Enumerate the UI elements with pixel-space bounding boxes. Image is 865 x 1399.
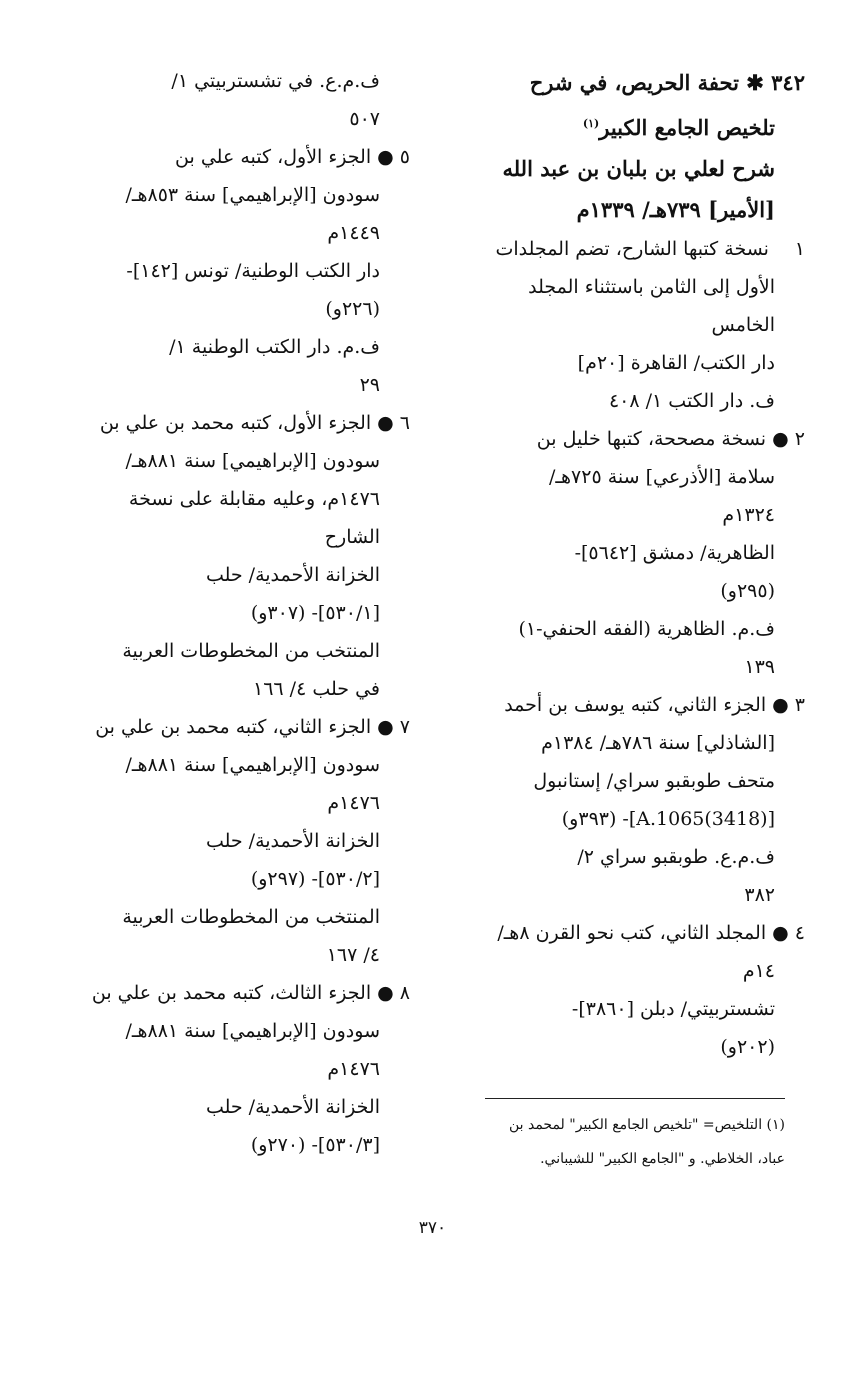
entry-text: سلامة [الأذرعي] سنة ٧٢٥هـ/ <box>549 466 775 488</box>
entry-text: دار الكتب/ القاهرة [٢٠م] <box>577 352 775 374</box>
entry-text: الجزء الأول، كتبه محمد بن علي بن <box>99 412 372 434</box>
entry-text: المنتخب من المخطوطات العربية <box>122 906 380 928</box>
left-column <box>70 62 410 1164</box>
entry-text: نسخة مصححة، كتبها خليل بن <box>536 428 767 450</box>
page-number: ٣٧٠ <box>418 1218 447 1238</box>
entry-text: ١٤٧٦م <box>327 792 380 814</box>
entry-author-line: شرح لعلي بن بلبان بن عبد الله <box>502 156 775 181</box>
entry-text: [٥٣٠/٣]- (٢٧٠و) <box>250 1134 380 1156</box>
manuscript-entry-4 <box>455 914 805 1066</box>
entry-number: ١ <box>794 238 805 260</box>
manuscript-entry-6 <box>70 404 410 708</box>
entry-number: ٨ ● <box>377 982 410 1004</box>
entry-text: متحف طوبقبو سراي/ إستانبول <box>533 770 775 792</box>
footnote-line: (١) التلخيص= "تلخيص الجامع الكبير" لمحمد بن <box>508 1117 785 1133</box>
entry-text: في حلب ٤/ ١٦٦ <box>253 678 380 700</box>
entry-text: ١٤٧٦م، وعليه مقابلة على نسخة <box>128 488 380 510</box>
entry-text: الجزء الثالث، كتبه محمد بن علي بن <box>91 982 372 1004</box>
entry-text: ١٤م <box>742 960 775 982</box>
right-column <box>455 62 805 1066</box>
entry-text: المنتخب من المخطوطات العربية <box>122 640 380 662</box>
manuscript-entry-2 <box>455 420 805 686</box>
entry-text: ١٤٤٩م <box>327 222 380 244</box>
entry-text: ف.م. الظاهرية (الفقه الحنفي-١) <box>518 618 775 640</box>
entry-text: تشستربيتي/ دبلن [٣٨٦٠]- <box>571 998 775 1020</box>
entry-text: ف.م. دار الكتب الوطنية ١/ <box>169 336 380 358</box>
entry-text: ١٤٧٦م <box>327 1058 380 1080</box>
entry-text: [٥٣٠/١]- (٣٠٧و) <box>250 602 380 624</box>
entry-title-text: تلخيص الجامع الكبير <box>599 115 775 140</box>
entry-title-line-2 <box>455 103 805 148</box>
entry-text: الخامس <box>711 314 775 336</box>
entry-number: ٣ ● <box>772 694 805 716</box>
entry-text: سودون [الإبراهيمي] سنة ٨٨١هـ/ <box>125 1020 380 1042</box>
footnote-reference: (١) <box>582 117 600 130</box>
entry-text: الخزانة الأحمدية/ حلب <box>205 830 380 852</box>
entry-text: (٢٢٦و) <box>325 298 380 320</box>
entry-number: ٥ ● <box>377 146 410 168</box>
entry-text: الخزانة الأحمدية/ حلب <box>205 564 380 586</box>
entry-text: ٤/ ١٦٧ <box>326 944 380 966</box>
footnote-line: عباد، الخلاطي. و "الجامع الكبير" للشيباني. <box>540 1151 785 1167</box>
entry-text: دار الكتب الوطنية/ تونس [١٤٢]- <box>126 260 380 282</box>
entry-text: الشارح <box>324 526 380 548</box>
entry-text: [٥٣٠/٢]- (٢٩٧و) <box>250 868 380 890</box>
entry-text: (٢٠٢و) <box>720 1036 775 1058</box>
entry-text: سودون [الإبراهيمي] سنة ٨٨١هـ/ <box>125 450 380 472</box>
entry-text: ٣٨٢ <box>744 884 775 906</box>
entry-text: سودون [الإبراهيمي] سنة ٨٨١هـ/ <box>125 754 380 776</box>
entry-text: ف.م.ع. طوبقبو سراي ٢/ <box>577 846 775 868</box>
entry-text: سودون [الإبراهيمي] سنة ٨٥٣هـ/ <box>125 184 380 206</box>
entry-author-dates: [الأمير] ٧٣٩هـ/ ١٣٣٩م <box>576 197 775 222</box>
continued-text: ٥٠٧ <box>349 108 380 130</box>
continued-text: ف.م.ع. في تشستربيتي ١/ <box>171 70 380 92</box>
footnote-divider <box>485 1098 785 1099</box>
entry-text: الجزء الثاني، كتبه محمد بن علي بن <box>95 716 372 738</box>
manuscript-entry-5 <box>70 138 410 404</box>
entry-text: ف. دار الكتب ١/ ٤٠٨ <box>608 390 775 412</box>
entry-text: (٢٩٥و) <box>720 580 775 602</box>
manuscript-entry-7 <box>70 708 410 974</box>
entry-text: ٢٩ <box>359 374 380 396</box>
entry-number: ٧ ● <box>377 716 410 738</box>
manuscript-entry-1 <box>455 230 805 420</box>
manuscript-entry-3 <box>455 686 805 914</box>
entry-text: الأول إلى الثامن باستثناء المجلد <box>528 276 775 298</box>
manuscript-entry-8 <box>70 974 410 1164</box>
entry-number: ٤ ● <box>772 922 805 944</box>
entry-text: [الشاذلي] سنة ٧٨٦هـ/ ١٣٨٤م <box>541 732 775 754</box>
entry-number: ٦ ● <box>377 412 410 434</box>
entry-text: الجزء الأول، كتبه علي بن <box>175 146 372 168</box>
entry-text: الخزانة الأحمدية/ حلب <box>205 1096 380 1118</box>
entry-text: الجزء الثاني، كتبه يوسف بن أحمد <box>504 694 767 716</box>
entry-text: نسخة كتبها الشارح، تضم المجلدات <box>495 238 769 260</box>
entry-title-line-1: ٣٤٢ ✱ تحفة الحريص، في شرح <box>529 70 805 95</box>
entry-text: المجلد الثاني، كتب نحو القرن ٨هـ/ <box>497 922 767 944</box>
footnotes <box>435 1108 785 1176</box>
entry-text: [A.1065(3418)]- (٣٩٣و) <box>561 808 775 830</box>
entry-text: الظاهرية/ دمشق [٥٦٤٢]- <box>574 542 775 564</box>
entry-number: ٢ ● <box>772 428 805 450</box>
entry-text: ١٣٩ <box>744 656 775 678</box>
entry-text: ١٣٢٤م <box>722 504 775 526</box>
